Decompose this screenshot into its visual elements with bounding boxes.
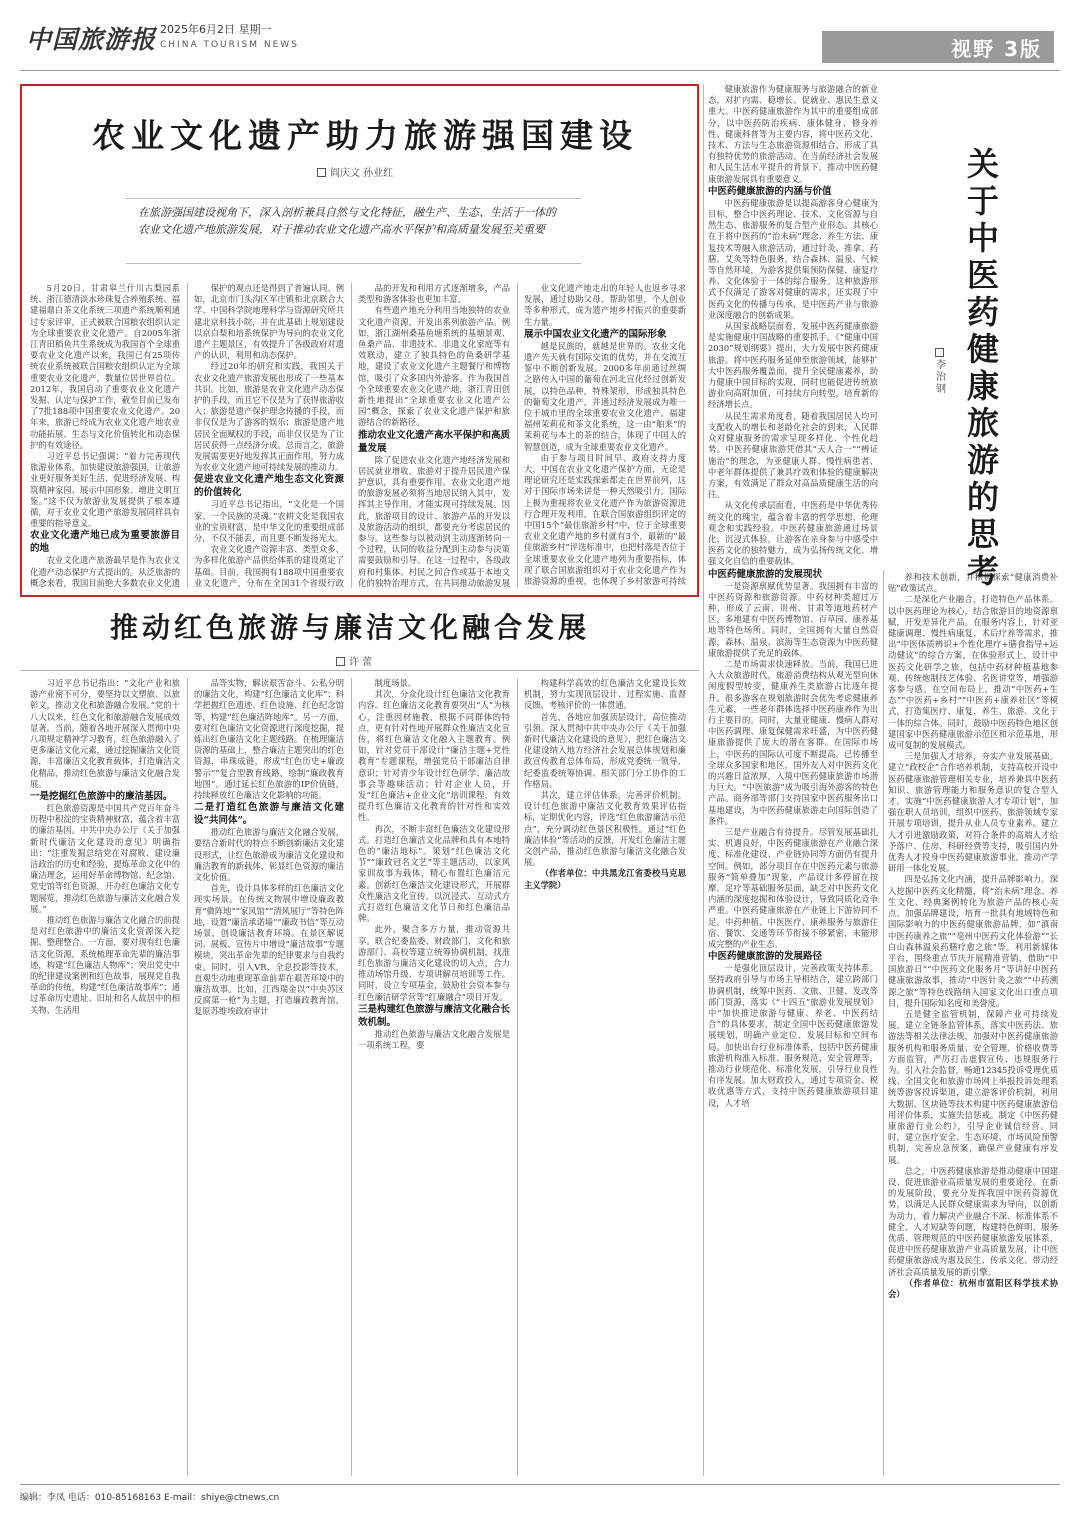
- paragraph: 保护的观点还是得到了普遍认同。例如，北京市门头沟区军庄镇和北京联合大学、中国科学院地理科学与资源研究所共建北京科技小院，并在此基础上规划建设以京白梨和培系统保护为导向的农业文化遗产主题景区，有效提升了各级政府对遗产的认识，利用和动态保护。: [194, 283, 344, 361]
- article2-column-2: [194, 678, 344, 1476]
- column-divider: [517, 678, 518, 1476]
- paragraph: 推动红色旅游与廉洁文化融合的前提是对红色旅游中的廉洁文化资源深入挖掘、整理整合。一方面，要对现有红色廉洁文化资源，系统梳理革命先辈的廉洁事迹，构建“红色廉洁人物库”；突出党史中的纪律建设案例和红色故事，展现党自我革命的传统，构建“红色廉洁故事库”；通过革命历史遗址、旧址和名人故居中的相关物、生活用: [30, 915, 180, 1015]
- paragraph: 再次，不断丰富红色廉洁文化建设形式。打造红色廉洁文化品牌和具有本地特色的“廉洁地标”。策划“红色廉洁文化节”“廉政冠名文艺”等主题活动，以家风家训故事为载体，精心布置红色廉洁元素。创新红色廉洁文化建设形式，开展群众性廉洁文化宣传，以沉浸式、互动式方式打造红色廉洁文化节日和红色廉洁品牌。: [358, 823, 510, 924]
- paragraph: 二是市场需求快速释放。当前，我国已进入大众旅游时代，旅游消费结构从观光型向休闲度假型转变，健康养生类旅游占比逐年提升。很多游客在规划旅游时会优先考虑健康养生元素，一些老年群体选择中医药康养作为出行主要目的。同时，大量亚健康、慢病人群对中医药调理、康复保健需求旺盛，为中医药健康旅游提供了庞大的潜在客群。在国际市场上，中医药的国际认可度不断提高，已传播至全球众多国家和地区，国外友人对中医药文化的兴趣日益浓厚，入境中医药健康旅游市场潜力巨大。“中医旅游”成为吸引海外游客的特色产品。商务部等部门支持国家中医药服务出口基地建设，为中医药健康旅游走向国际创造了条件。: [708, 658, 878, 826]
- article2-subhead-3: 三是构建红色旅游与廉洁文化融合长效机制。: [358, 1003, 510, 1028]
- paragraph: 越是民族的，就越是世界的。农业文化遗产先天就有国际交流的优势，并在交流互鉴中不断创新发展。2000多年前通过丝绸之路传入中国的葡萄在河北宣化经过创新发展，以特色品种，特殊架形，形成独具特色的葡萄文化遗产，并通过经济发展成为唯一位于城市里的全球重要农业文化遗产。福建福州茉莉花和茶文化系统，这一由“舶来”的茉莉花与本土的茶的结合，体现了中国人的智慧创造，成为全球重要农业文化遗产。: [524, 340, 686, 452]
- article1-column-3: [358, 283, 510, 588]
- byline-marker-icon: [317, 168, 326, 177]
- column-divider: [187, 283, 188, 588]
- article2-headline: 推动红色旅游与廉洁文化融合发展: [109, 611, 590, 644]
- article2-author-note: （作者单位：中共黑龙江省委校马克思主义学院）: [524, 868, 686, 890]
- paragraph: 习近平总书记强调：“着力完善现代旅游业体系，加快建设旅游强国，让旅游业更好服务美好生活、促进经济发展、构筑精神家园、展示中国形象、增进文明互鉴。”这不仅为旅游业发展提供了根本遵循，对于农业文化遗产旅游发展同样具有重要的指导意义。: [30, 451, 180, 529]
- column-divider: [187, 678, 188, 1476]
- article1-headline: 农业文化遗产助力旅游强国建设: [92, 116, 638, 155]
- footer-rule: [20, 1484, 1060, 1485]
- paragraph: 经过20年的研究和实践，我国关于农业文化遗产旅游发展也形成了一些基本共识。比如，旅游是农业文化遗产动态保护的手段，而且它不仅是为了获得旅游收入；旅游是遗产保护理念传播的手段，而非仅仅是为了游客的娱乐；旅游是遗产地居民全面赋权的手段，而非仅仅是为了让居民获得一点经济分成。总而言之，旅游发展需要更好地发挥其正面作用，努力成为农业文化遗产地可持续发展的推动力。: [194, 361, 344, 473]
- paragraph: 其次，分众化设计红色廉洁文化教育内容。红色廉洁文化教育要突出“人”为核心，注重因材施教，根据不同群体的特点，更有针对性地开展群众性廉洁文化宣传，将红色廉洁文化融入主题教育。例如，针对党员干部设计“廉洁主题+党性教育”专题课程，增强党员干部廉洁自律意识；针对青少年设计红色研学、廉洁故事会等趣味活动；针对企业人员，开发“红色廉洁+企业文化”培训课程，有效提升红色廉洁文化教育的针对性和实效性。: [358, 689, 510, 823]
- article3-author-note: （作者单位：杭州市富阳区科学技术协会）: [888, 1277, 1058, 1299]
- top-rule: [20, 70, 1060, 71]
- article1-lead: 在旅游强国建设视角下，深入剖析兼具自然与文化特征，融生产、生态、生活于一体的农业文化遗产地旅游发展，对于推动农业文化遗产高水平保护和高质量发展至关重要: [138, 206, 556, 236]
- paragraph: 其次，建立评估体系，完善评价机制。设计红色旅游中廉洁文化教育效果评估指标，定期优化内容，评选“红色旅游廉洁示范点”，充分调动红色景区积极性。通过“红色廉洁体验”等活动的反馈，开发红色廉洁主题文创产品，推动红色旅游与廉洁文化融合发展。: [524, 790, 686, 868]
- article1-subhead-1: 农业文化遗产地已成为重要旅游目的地: [30, 530, 180, 555]
- paragraph: 农业文化遗产旅游最早是作为农业文化遗产动态保护方式提出的。从泛旅游的概念来看，我国目前绝大多数农业文化遗: [30, 555, 180, 588]
- footer-editor-info: 编辑：李凤 电话：010-85168163 E-mail：shiye@ctnews.cn: [20, 1493, 280, 1503]
- paragraph: 5月20日，甘肃皋兰什川古梨园系统、浙江德清淡水珍珠复合养殖系统、福建福鼎白茶文化系统三项遗产系统顺利通过专家评审，正式被联合国粮农组织认定为全球重要农业文化遗产。自2005年浙江青田稻鱼共生系统成为我国首个全球重要农业文化遗产以来，我国已有25项传统农业系统被联合国粮农组织认定为全球重要农业文化遗产，数量位居世界首位。2012年，我国启动了重要农业文化遗产发掘、认定与保护工作，截至目前已发布了7批188项中国重要农业文化遗产。20年来，旅游已经成为农业文化遗产地农业功能拓展、生态与文化价值转化和动态保护的有效途径。: [30, 283, 180, 450]
- paragraph: 从文化传承层面看，中医药是中华优秀传统文化的瑰宝，蕴含着丰富的哲学思想、伦理观念和实践经验。中医药健康旅游通过场景化、沉浸式体验，让游客在亲身参与中感受中医药文化的独特魅力，成为弘扬传统文化、增强文化自信的重要载体。: [708, 500, 878, 567]
- article2-column-3: [358, 678, 510, 1476]
- paragraph: 品的开发和利用方式逐渐增多，产品类型和游客体验也更加丰富。: [358, 283, 510, 305]
- paragraph: 首先，各地应加强顶层设计，高位推动引领。深入贯彻中共中央办公厅《关于加强新时代廉洁文化建设的意见》，把红色廉洁文化建设纳入地方经济社会发展总体规划和廉政宣传教育总体布局，形成党委统一领导、纪委监委统筹协调、相关部门分工协作的工作格局。: [524, 711, 686, 789]
- paragraph: 推动红色旅游与廉洁文化融合发展，要结合新时代的特点不断创新廉洁文化建设形式，让红色旅游成为廉洁文化建设和廉洁教育的新载体，彰显红色资源的廉洁文化价值。: [194, 827, 344, 883]
- paragraph: 构建科学高效的红色廉洁文化建设长效机制，努力实现顶层设计、过程实施、监督反馈、考核评价的一体贯通。: [524, 678, 686, 711]
- article3-column-1: [708, 84, 878, 1476]
- paragraph: 除了促进农业文化遗产地经济发展和居民就业增收，旅游对于提升居民遗产保护意识，具有重要作用。农业文化遗产地的旅游发展必须将当地居民纳入其中，发挥其主导作用，才能实现可持续发展。因此，旅游项目的设计、旅游产品的开发以及旅游活动的组织，都要充分考虑居民的参与。这些参与以被动到主动逐渐转向一个过程，认同的收益分配到主动参与决策需要鼓励和引导。在这一过程中，各级政府和村集体、村民之间合作或基于本地文化的独特治理方式，在共同推动旅游发展: [358, 454, 510, 588]
- paragraph: 四是弘扬文化内涵，提升品牌影响力。深入挖掘中医药文化精髓，将“治未病”理念、养生文化、经典案例转化为旅游产品的核心卖点。加强品牌建设，培育一批具有地域特色和国际影响力的中医药健康旅游品牌，如“滇南中医药康养之旅”“亳州中医药文化体验游”“长白山森林温泉药膳疗愈之旅”等。利用新媒体平台，围绕重点节庆开展精准营销，借助“中国旅游日”“中医药文化服务月”等讲好中医药健康旅游故事，推动“中医针灸之旅”“中药溯源之旅”等特色线路纳入国家文化出口重点项目，提升国际知名度和美誉度。: [888, 874, 1058, 1008]
- article1-byline: [317, 164, 393, 179]
- paragraph: 红色旅游资源是中国共产党百年奋斗历程中积淀的宝贵精神财富，蕴含着丰富的廉洁基因。中共中央办公厅《关于加强新时代廉洁文化建设的意见》明确指出：“注重发掘总结党在对腐败、建设廉洁政治的历史和经验，提炼革命文化中的廉洁理念，运用好革命博物馆、纪念馆、党史馆等红色资源，开办红色廉洁文化专题展览，推动红色旅游与廉洁文化融合发展。”: [30, 803, 180, 914]
- article3-author: 李治钢: [936, 360, 946, 395]
- masthead-date: 2025年6月2日 星期一: [160, 23, 272, 36]
- article2-column-4: [524, 678, 686, 1476]
- article3-byline: [935, 348, 947, 396]
- paragraph: 从国家战略层面看，发展中医药健康旅游是实施健康中国战略的重要抓手。《“健康中国2030”规划纲要》提出，大力发展中医药健康旅游。将中医药服务延伸至旅游领域，能够扩大中医药服务覆盖面，提升全民健康素养，助力健康中国目标的实现，同时也能促进传统旅游业向高附加值、可持续方向转型，培育新的经济增长点。: [708, 321, 878, 410]
- paragraph: 二是深化产业融合，打造特色产品体系。以中医药理论为核心，结合旅游目的地资源禀赋，开发差异化产品。在服务内容上，针对亚健康调理、慢性病康复、术后疗养等需求，推出“中医体质辨识+个性化理疗+膳食指导+运动健议”的综合方案，在体验形式上，设计中医药文化研学之旅，包括中药材种植基地参观、传统炮制技艺体验、名医讲堂等，增强游客参与感。在空间布局上，推动“中医药+生态”“中医药+乡村”“中医药+康养社区”等模式，打造集医疗、康复、养生、旅游、文化于一体的综合体。同时，鼓励中医药特色地区创建国家中医药健康旅游示范区和示范基地，形成可复制的发展模式。: [888, 594, 1058, 751]
- article3-subhead-3: 中医药健康旅游的发展路径: [708, 951, 823, 963]
- paragraph: 此外，聚合多方力量，推动资源共享。联合纪委监委、财政部门、文化和旅游部门、高校等建立统筹协调机制，找准红色旅游与廉洁文化建设的切入点，合力推动场馆升级、专项讲解员培训等工作。同时，设立专项基金，鼓励社会资本参与红色廉洁研学营等“红廉融合”项目开发。: [358, 924, 510, 1002]
- masthead-english: CHINA TOURISM NEWS: [160, 40, 299, 50]
- paragraph: 首先，设计具体多样的红色廉洁文化现实场景。在传统文物展中增设廉政教育“微阵地”“家风馆”“清风展厅”等特色阵地，设置“廉洁承诺墙”“廉政书信”等互动场景，创设廉洁教育环境。在景区解说词、展板、宣传片中增设“廉洁故事”专题模块，突出革命先辈的纪律要求与自我约束。同时，引入VR、全息投影等技术，直观生动地重现革命前辈在艰苦环境中的廉洁故事。比如，江西瑞金以“中央苏区反腐第一枪”为主题，打造廉政教育馆，复原苏维埃政府审计: [194, 883, 344, 1017]
- paragraph: 养和技术创新，并积极探索“健康消费补贴”政策试点。: [888, 572, 1058, 594]
- paragraph: 品等实物，解读艰苦奋斗、公私分明的廉洁文化，构建“红色廉洁文化库”；科学把握红色遗迹、红色设施、红色纪念馆等，构建“红色廉洁阵地库”。另一方面，要对红色廉洁文化资源进行深度挖掘，提炼出红色廉洁文化主题线路。在梳理廉洁资源的基础上，整合廉洁主题突出的红色资源，串珠成链，形成“红色历史+廉政警示”“复合型教育线路，绘制“廉政教育地图”。通过延长红色旅游的IP价值链，持续释放红色廉洁文化影响的功能。: [194, 678, 344, 801]
- paragraph: 业文化遗产地走出的年轻人也返乡寻求发展，通过协助父母、帮助邻里，个人创业等多种形式，成为遗产地乡村振兴的重要新生力量。: [524, 283, 686, 327]
- article3-column-2: [888, 572, 1058, 1476]
- byline-marker-icon: [336, 657, 345, 666]
- paragraph: 推动红色旅游与廉洁文化融合发展是一项系统工程，要: [358, 1028, 510, 1051]
- column-divider: [351, 283, 352, 588]
- paragraph: 健康旅游作为健康服务与旅游融合的新业态，对扩内需、稳增长、促就业、惠民生意义重大。中医药健康旅游作为其中的重要组成部分，以中医药防治疾病、康体健身、修身养性、健康科普等为主要内容，将中医药文化、技术、方法与生态旅游资源相结合，形成了具有独特优势的旅游活动。在当前经济社会发展和人民生活水平提升的背景下，推动中医药健康旅游发展具有重要意义。: [708, 84, 878, 184]
- byline-marker-icon: [935, 348, 944, 357]
- article2-byline: [336, 653, 372, 668]
- column-divider: [703, 84, 704, 1476]
- article1-column-4: [524, 283, 686, 588]
- article2-subhead-1: 一是挖掘红色旅游中的廉洁基因。: [30, 791, 173, 803]
- article3-subhead-2: 中医药健康旅游的发展现状: [708, 568, 823, 580]
- article1-authors: 阎庆文 孙业红: [330, 168, 394, 179]
- paragraph: 五是健全监管机制，保障产业可持续发展。建立全链条监管体系，落实中医药法、旅游法等相关法律法规，加强对中医药健康旅游服务机构和服务质量、安全管理、价格收费等方面监管，严厉打击虚假宣传、违规服务行为。引入社会监督，畅通12345投诉受理优质线、全国文化和旅游市场网上举报投诉处理系统等游客投诉渠道，建立游客评价机制，利用大数据、区块链等技术构建中医药健康旅游信用评价体系，实施失信惩戒。制定《中医药健康旅游行业公约》，引导企业诚信经营。同时，建立医疗安全、生态环境、市场风险预警机制，完善应急预案，确保产业健康有序发展。: [888, 1008, 1058, 1165]
- article3-headline: 关于中医药健康旅游的思考: [966, 145, 999, 590]
- paragraph: 从民生需求角度看，随着我国居民人均可支配收入的增长和老龄化社会的到来，人民群众对健康服务的需求呈现多样化、个性化趋势。中医药健康旅游凭借其“天人合一”“辨证施治”的理念，为亚健康人群、慢性病患者、中老年群体提供了兼具疗效和体验的健康解决方案，有效满足了群众对高品质健康生活的向往。: [708, 410, 878, 500]
- article1-column-1: [30, 283, 180, 588]
- article3-subhead-1: 中医药健康旅游的内涵与价值: [708, 185, 832, 197]
- paragraph: 习近平总书记指出：“文化产业和旅游产业密不可分，要坚持以文塑旅、以旅彰文，推动文化和旅游融合发展。”党的十八大以来，红色文化和旅游融合发展成效显著。当前，随着各地开展深入贯彻中央八项规定精神学习教育，红色旅游融入了更多廉洁文化元素，通过挖掘廉洁文化资源，丰富廉洁文化教育载体，打造廉洁文化精品，推动红色旅游与廉洁文化融合发展。: [30, 678, 180, 789]
- article2-column-1: [30, 678, 180, 1476]
- paragraph: 三是产业融合有待提升。尽管发展基础扎实、机遇良好，中医药健康旅游在产业融合深度、标准化建设、产业链协同等方面仍有提升空间。例如，部分项目存在中医药元素与旅游服务“简单叠加”现象，产品设计多停留在按摩、足疗等基础服务层面，缺乏对中医药文化内涵的深度挖掘和体验设计，导致同质化竞争严重。中医药健康旅游在产业链上下游协同不足，中药种植、中医医疗、康养服务与旅游住宿、餐饮、交通等环节衔接不够紧密，未能形成完整的产业生态。: [708, 827, 878, 950]
- section-divider: [20, 670, 699, 671]
- paragraph: 一是强化顶层设计，完善政策支持体系。坚持政府引导与市场主导相结合，建立跨部门协调机制，统筹中医药、文旅、卫健、发改等部门资源，落实《“十四五”旅游业发展规划》中“加快推进旅游与健康、养老、中医药结合”的具体要求，制定全国中医药健康旅游发展规划，明确产业定位、发展目标和空间布局。加快出台行业标准体系，包括中医药健康旅游机构准入标准、服务规范、安全管理等，推动行业规范化、标准化发展，引导行业良性有序发展。加大财政投入，通过专项资金、税收优惠等方式，支持中医药健康旅游项目建设，人才培: [708, 963, 878, 1108]
- paragraph: 总之，中医药健康旅游是推动健康中国建设、促进旅游业高质量发展的重要途径。在新的发展阶段，要充分发挥我国中医药资源优势，以满足人民群众健康需求为导向，以创新为动力，着力解决产业融合不深、标准体系不健全、人才短缺等问题，构建特色鲜明、服务优质、管理规范的中医药健康旅游发展体系，促进中医药健康旅游产业高质量发展，让中医药健康旅游成为惠及民生、传承文化、带动经济社会高质量发展的新引擎。: [888, 1165, 1058, 1277]
- masthead-logo: 中国旅游报: [26, 25, 157, 54]
- paragraph: 制度场景。: [374, 678, 417, 688]
- paragraph: 有些遗产地充分利用当地独特的农业文化遗产资源，开发出系列旅游产品。例如，浙江湖州桑基鱼塘系统的基塘景观、鱼桑产品、非遗技术、非遗文化家庭等有效联动，建立了独具特色的鱼桑研学基地，建设了农业文化遗产主题餐厅和博物馆，吸引了众多国内外游客。作为我国首个全球重要农业文化遗产地，浙江青田创新性地提出“全球重要农业文化遗产公园”概念，探索了农业文化遗产保护和旅游结合的新路径。: [358, 305, 510, 428]
- paragraph: 三是加强人才培养，夯实产业发展基础。建立“政校企”合作培养机制，支持高校开设中医药健康旅游管理相关专业，培养兼具中医药知识、旅游管理能力和服务意识的复合型人才。实施“中医药健康旅游人才专项计划”，加强在职人员培训，组织中医药、旅游领域专家开展专项培训，提升从业人员专业素养。建立人才引进激励政策，对符合条件的高端人才给予落户、住房、科研经费等支持，吸引国内外优秀人才投身中医药健康旅游事业，推动产学研用一体化发展。: [888, 751, 1058, 874]
- paragraph: 由于参与项目时间早、政府支持力度大，中国在农业文化遗产保护方面，无论是理论研究还是实践探索都走在世界前列，这对于国际市场来讲是一种天然吸引力。国际上极为重视将农业文化遗产作为旅游资源进行合理开发利用，在联合国旅游组织评定的中国15个“最佳旅游乡村”中，位于全球重要农业文化遗产地的乡村就有3个，最新的“最佳旅游乡村”评选标准中，也把村落是否位于全球重要农业文化遗产地列为重要指标，体现了联合国旅游组织对于农业文化遗产作为旅游资源的重视，也体现了乡村旅游可持续: [524, 452, 686, 587]
- paragraph: 农业文化遗产资源丰富、类型众多，为多样化旅游产品供给体系的建设奠定了基础。目前，我国拥有188项中国重要农业文化遗产，分布在全国31个省级行政: [194, 544, 344, 588]
- article2-author: 许 蕾: [349, 657, 373, 668]
- article1-subhead-3: 推动农业文化遗产高水平保护和高质量发展: [358, 429, 510, 454]
- article1-column-2: [194, 283, 344, 588]
- column-divider: [883, 570, 884, 1476]
- article2-subhead-2: 二是打造红色旅游与廉洁文化建设“共同体”。: [194, 802, 344, 827]
- article1-subhead-4: 展示中国农业文化遗产的国际形象: [524, 328, 667, 340]
- paragraph: 中医药健康旅游是以提高游客身心健康为目标，整合中医药理论、技术、文化资源与自然生态、旅游服务的复合型产业形态。其核心在于将中医药的“治未病”理念、养生方法、康复技术等融入旅游活动，通过针灸、推拿、药膳、艾灸等特色服务，结合森林、温泉、气候等自然环境，为游客提供集预防保健、康复疗养、文化体验于一体的综合服务。这种旅游形式不仅满足了游客对健康的需求，还实现了中医药文化的传播与传承，是中医药产业与旅游业深度融合的创新成果。: [708, 197, 878, 320]
- column-divider: [517, 283, 518, 588]
- column-divider: [351, 678, 352, 1476]
- paragraph: 习近平总书记指出，“文化是一个国家、一个民族的灵魂。”农耕文化是我国农业的宝贵财富，是中华文化的重要组成部分，不仅不能丢，而且要不断发扬光大。: [194, 499, 344, 544]
- paragraph: 一是资源禀赋优势显著。我国拥有丰富的中医药资源和旅游资源。中药材种类超过万种，形成了云南、贵州、甘肃等道地药材产区，多地建有中医药博物馆、百草园、康养基地等特色场所。同时，全国拥有大量自然资源，森林、温泉、滨海等生态资源为中医药健康旅游提供了充足的载体。: [708, 580, 878, 658]
- article1-subhead-2: 促进农业文化遗产地生态文化资源的价值转化: [194, 474, 344, 499]
- section-badge: 视野 3版: [822, 31, 1054, 63]
